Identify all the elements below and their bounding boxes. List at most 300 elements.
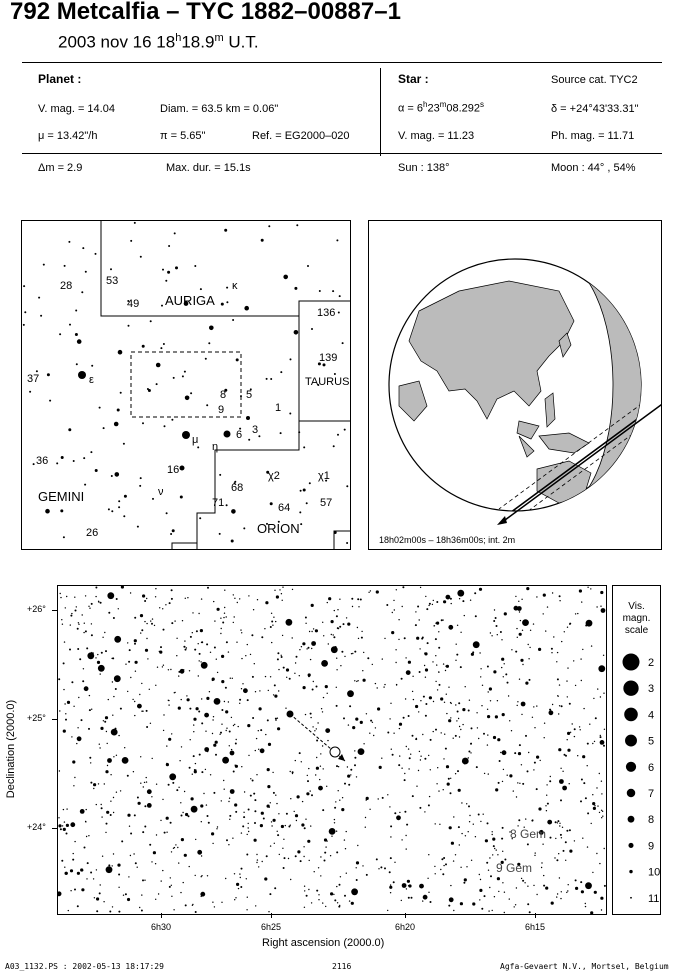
background-star (182, 620, 183, 621)
background-star (566, 680, 567, 681)
background-star (430, 739, 432, 741)
background-star (493, 670, 496, 673)
background-star (595, 717, 597, 719)
finder-star (334, 373, 336, 375)
background-star (105, 770, 108, 773)
background-star (274, 695, 277, 698)
background-star (299, 752, 301, 754)
background-star (137, 867, 138, 868)
background-star (241, 632, 242, 633)
background-star (307, 840, 310, 843)
background-star (509, 774, 512, 777)
background-star (534, 727, 535, 728)
finder-star (167, 271, 170, 274)
background-star (557, 652, 558, 653)
finder-star (161, 305, 163, 307)
background-star (462, 758, 469, 765)
background-star (261, 636, 263, 638)
background-star (394, 609, 395, 610)
background-star (85, 630, 87, 632)
background-star (104, 632, 105, 633)
background-star (169, 773, 176, 780)
background-star (82, 870, 83, 871)
background-star (391, 749, 392, 750)
background-star (81, 888, 84, 891)
bright-star (180, 466, 185, 471)
background-star (344, 839, 345, 840)
background-star (378, 868, 379, 869)
background-star (303, 686, 306, 689)
background-star (195, 875, 196, 876)
background-star (285, 825, 286, 826)
background-star (166, 832, 167, 833)
background-star (238, 726, 239, 727)
background-star (399, 755, 400, 756)
background-star (305, 714, 306, 715)
background-star (99, 744, 100, 745)
background-star (479, 588, 482, 591)
background-star (89, 709, 91, 711)
background-star (497, 877, 500, 880)
background-star (525, 735, 527, 737)
background-star (487, 734, 488, 735)
finder-star (294, 330, 299, 335)
background-star (182, 812, 183, 813)
background-star (336, 765, 338, 767)
finder-star (180, 496, 183, 499)
background-star (527, 843, 529, 845)
background-star (536, 705, 537, 706)
star-source-catalog: Source cat. TYC2 (551, 74, 638, 86)
background-star (493, 620, 495, 622)
background-star (170, 669, 171, 670)
background-star (118, 874, 120, 876)
background-star (118, 608, 119, 609)
background-star (162, 666, 163, 667)
background-star (567, 667, 568, 668)
background-star (310, 659, 311, 660)
background-star (569, 703, 571, 705)
background-star (65, 872, 68, 875)
background-star (594, 805, 595, 806)
background-star (356, 861, 359, 864)
background-star (163, 629, 165, 631)
background-star (270, 626, 272, 628)
planet-heading: Planet : (38, 72, 82, 86)
background-star (312, 726, 313, 727)
background-star (154, 625, 155, 626)
background-star (101, 807, 103, 809)
background-star (424, 665, 425, 666)
background-star (225, 687, 227, 689)
star-label: 139 (319, 352, 338, 364)
background-star (125, 893, 127, 895)
dec-tick (52, 828, 57, 829)
background-star (91, 634, 93, 636)
background-star (267, 785, 270, 788)
dec-tick-label: +25° (27, 713, 46, 723)
background-star (212, 902, 213, 903)
background-star (357, 845, 358, 846)
background-star (319, 779, 320, 780)
background-star (502, 781, 503, 782)
background-star (201, 722, 203, 724)
background-star (509, 720, 510, 721)
background-star (199, 653, 201, 655)
finder-star (182, 375, 184, 377)
annotation-9-gem: 9 Gem (496, 861, 533, 875)
background-star (316, 767, 319, 770)
background-star (365, 817, 366, 818)
background-star (110, 801, 111, 802)
background-star (192, 612, 193, 613)
background-star (159, 607, 160, 608)
background-star (424, 653, 425, 654)
background-star (455, 854, 456, 855)
background-star (200, 892, 205, 897)
background-star (362, 865, 363, 866)
legend-dot (630, 897, 632, 899)
finder-star (231, 509, 236, 514)
background-star (247, 699, 249, 701)
background-star (233, 594, 234, 595)
background-star (525, 818, 526, 819)
background-star (540, 760, 541, 761)
background-star (106, 731, 107, 732)
background-star (415, 611, 416, 612)
background-star (470, 752, 471, 753)
finder-star (172, 529, 175, 532)
planet-diameter: Diam. = 63.5 km = 0.06" (160, 103, 279, 115)
background-star (246, 878, 247, 879)
background-star (127, 775, 129, 777)
background-star (441, 732, 442, 733)
background-star (460, 902, 463, 905)
background-star (433, 731, 434, 732)
finder-star (226, 287, 228, 289)
background-star (351, 888, 358, 895)
finder-star (123, 515, 125, 517)
background-star (316, 890, 318, 892)
background-star (187, 698, 190, 701)
ra-tick-label: 6h30 (151, 922, 172, 932)
background-star (111, 729, 118, 736)
background-star (459, 726, 460, 727)
background-star (423, 895, 428, 900)
background-star (557, 695, 558, 696)
background-star (268, 743, 271, 746)
background-star (401, 900, 402, 901)
star-label: χ1 (318, 470, 330, 482)
background-star (312, 689, 314, 691)
background-star (404, 773, 405, 774)
background-star (193, 755, 195, 757)
background-star (112, 906, 113, 907)
background-star (392, 612, 393, 613)
background-star (469, 815, 470, 816)
asteroid-marker (287, 711, 294, 718)
background-star (507, 682, 509, 684)
background-star (134, 617, 136, 619)
background-star (521, 714, 522, 715)
background-star (405, 657, 406, 658)
finder-star (36, 370, 38, 372)
background-star (516, 796, 517, 797)
hour-unit: h (175, 32, 182, 44)
finder-star (156, 363, 161, 368)
background-star (326, 786, 327, 787)
background-star (489, 887, 490, 888)
background-star (289, 678, 291, 680)
background-star (201, 662, 208, 669)
ra-h-unit: h (423, 100, 428, 109)
background-star (310, 790, 311, 791)
background-star (240, 629, 241, 630)
background-star (198, 613, 199, 614)
background-star (184, 791, 185, 792)
background-star (562, 827, 563, 828)
background-star (525, 682, 528, 685)
legend-mag-label: 11 (648, 892, 660, 905)
background-star (254, 822, 256, 824)
background-star (74, 597, 75, 598)
background-star (252, 676, 254, 678)
finder-star (319, 290, 321, 292)
background-star (460, 666, 462, 668)
background-star (270, 845, 271, 846)
background-star (545, 805, 546, 806)
ra-tick (405, 913, 406, 918)
background-star (336, 687, 337, 688)
finder-star (118, 506, 120, 508)
background-star (487, 709, 488, 710)
background-star (103, 901, 104, 902)
background-star (326, 840, 327, 841)
background-star (401, 839, 402, 840)
background-star (468, 757, 469, 758)
background-star (176, 638, 177, 639)
finder-star (23, 324, 25, 326)
background-star (557, 678, 559, 680)
background-star (152, 758, 153, 759)
background-star (93, 878, 94, 879)
background-star (370, 590, 371, 591)
finder-star (63, 536, 65, 538)
legend-mag-label: 10 (648, 866, 660, 879)
background-star (603, 693, 604, 694)
star-label: 16 (167, 464, 180, 476)
background-star (234, 803, 237, 806)
background-star (501, 667, 502, 668)
background-star (504, 663, 505, 664)
background-star (181, 838, 184, 841)
background-star (502, 713, 505, 716)
background-star (70, 890, 71, 891)
background-star (381, 758, 382, 759)
background-star (476, 766, 478, 768)
finder-star (29, 391, 31, 393)
background-star (245, 655, 246, 656)
background-star (331, 620, 334, 623)
background-star (250, 795, 252, 797)
background-star (181, 815, 183, 817)
background-star (212, 843, 213, 844)
background-star (484, 895, 486, 897)
dec-tick (52, 719, 57, 720)
finder-star (60, 509, 63, 512)
background-star (567, 627, 568, 628)
finder-star (111, 475, 113, 477)
background-star (151, 623, 153, 625)
background-star (267, 768, 270, 771)
background-star (257, 859, 258, 860)
background-star (108, 699, 109, 700)
background-star (358, 638, 359, 639)
background-star (168, 669, 169, 670)
background-star (268, 690, 269, 691)
background-star (311, 902, 312, 903)
background-star (245, 689, 247, 691)
background-star (428, 605, 429, 606)
background-star (579, 589, 582, 592)
background-star (89, 608, 90, 609)
finder-star (162, 269, 164, 271)
star-label: ε (89, 374, 94, 386)
background-star (231, 749, 232, 750)
background-star (321, 660, 328, 667)
background-star (213, 744, 216, 747)
background-star (383, 686, 384, 687)
background-star (234, 873, 235, 874)
background-star (66, 808, 67, 809)
background-star (226, 730, 227, 731)
background-star (599, 863, 600, 864)
background-star (581, 890, 584, 893)
background-star (475, 615, 477, 617)
background-star (193, 731, 194, 732)
background-star (442, 873, 444, 875)
background-star (567, 696, 568, 697)
background-star (282, 635, 283, 636)
background-star (258, 749, 259, 750)
background-star (220, 633, 221, 634)
background-star (224, 607, 225, 608)
background-star (389, 806, 390, 807)
background-star (440, 697, 443, 700)
background-star (314, 730, 315, 731)
background-star (270, 676, 271, 677)
background-star (155, 596, 156, 597)
background-star (208, 822, 210, 824)
legend-svg (613, 648, 660, 908)
background-star (370, 720, 372, 722)
background-star (575, 879, 577, 881)
star-label: κ (232, 280, 238, 292)
background-star (207, 587, 209, 589)
background-star (243, 816, 245, 818)
background-star (458, 826, 460, 828)
background-star (307, 775, 308, 776)
background-star (310, 825, 311, 826)
background-star (168, 738, 171, 741)
star-label: 71 (212, 497, 225, 509)
background-star (259, 690, 260, 691)
background-star (165, 604, 166, 605)
background-star (496, 625, 498, 627)
dec-tick (52, 610, 57, 611)
background-star (337, 609, 338, 610)
background-star (495, 617, 497, 619)
background-star (354, 757, 356, 759)
background-star (149, 689, 150, 690)
background-star (552, 704, 553, 705)
background-star (174, 692, 175, 693)
background-star (191, 806, 198, 813)
legend-dot (624, 708, 638, 722)
background-star (66, 833, 68, 835)
background-star (574, 840, 575, 841)
background-star (501, 838, 503, 840)
background-star (247, 724, 250, 727)
background-star (546, 795, 547, 796)
background-star (214, 698, 221, 705)
background-star (221, 800, 222, 801)
background-star (221, 628, 222, 629)
background-star (303, 846, 304, 847)
background-star (408, 885, 409, 886)
background-star (221, 902, 222, 903)
background-star (292, 637, 293, 638)
background-star (350, 769, 352, 771)
background-star (468, 805, 470, 807)
finder-star (82, 247, 84, 249)
background-star (496, 849, 497, 850)
finder-star (90, 451, 92, 453)
background-star (448, 905, 450, 907)
background-star (562, 771, 563, 772)
target-star-marker (330, 747, 340, 757)
background-star (230, 751, 235, 756)
finder-star (99, 407, 101, 409)
background-star (62, 624, 63, 625)
background-star (264, 628, 265, 629)
background-star (223, 780, 224, 781)
background-star (311, 631, 312, 632)
finder-star (85, 271, 87, 273)
background-star (582, 649, 583, 650)
background-star (214, 620, 215, 621)
background-star (367, 657, 369, 659)
background-star (569, 850, 572, 853)
background-star (166, 817, 169, 820)
background-star (141, 629, 143, 631)
background-star (536, 788, 538, 790)
background-star (554, 857, 555, 858)
background-star (423, 696, 425, 698)
background-star (550, 776, 551, 777)
background-star (348, 784, 350, 786)
background-star (130, 677, 131, 678)
background-star (269, 807, 270, 808)
background-star (290, 798, 291, 799)
background-star (604, 848, 605, 849)
background-star (130, 592, 131, 593)
background-star (529, 911, 531, 913)
background-star (94, 897, 95, 898)
background-star (541, 867, 542, 868)
background-star (96, 804, 97, 805)
background-star (192, 904, 193, 905)
